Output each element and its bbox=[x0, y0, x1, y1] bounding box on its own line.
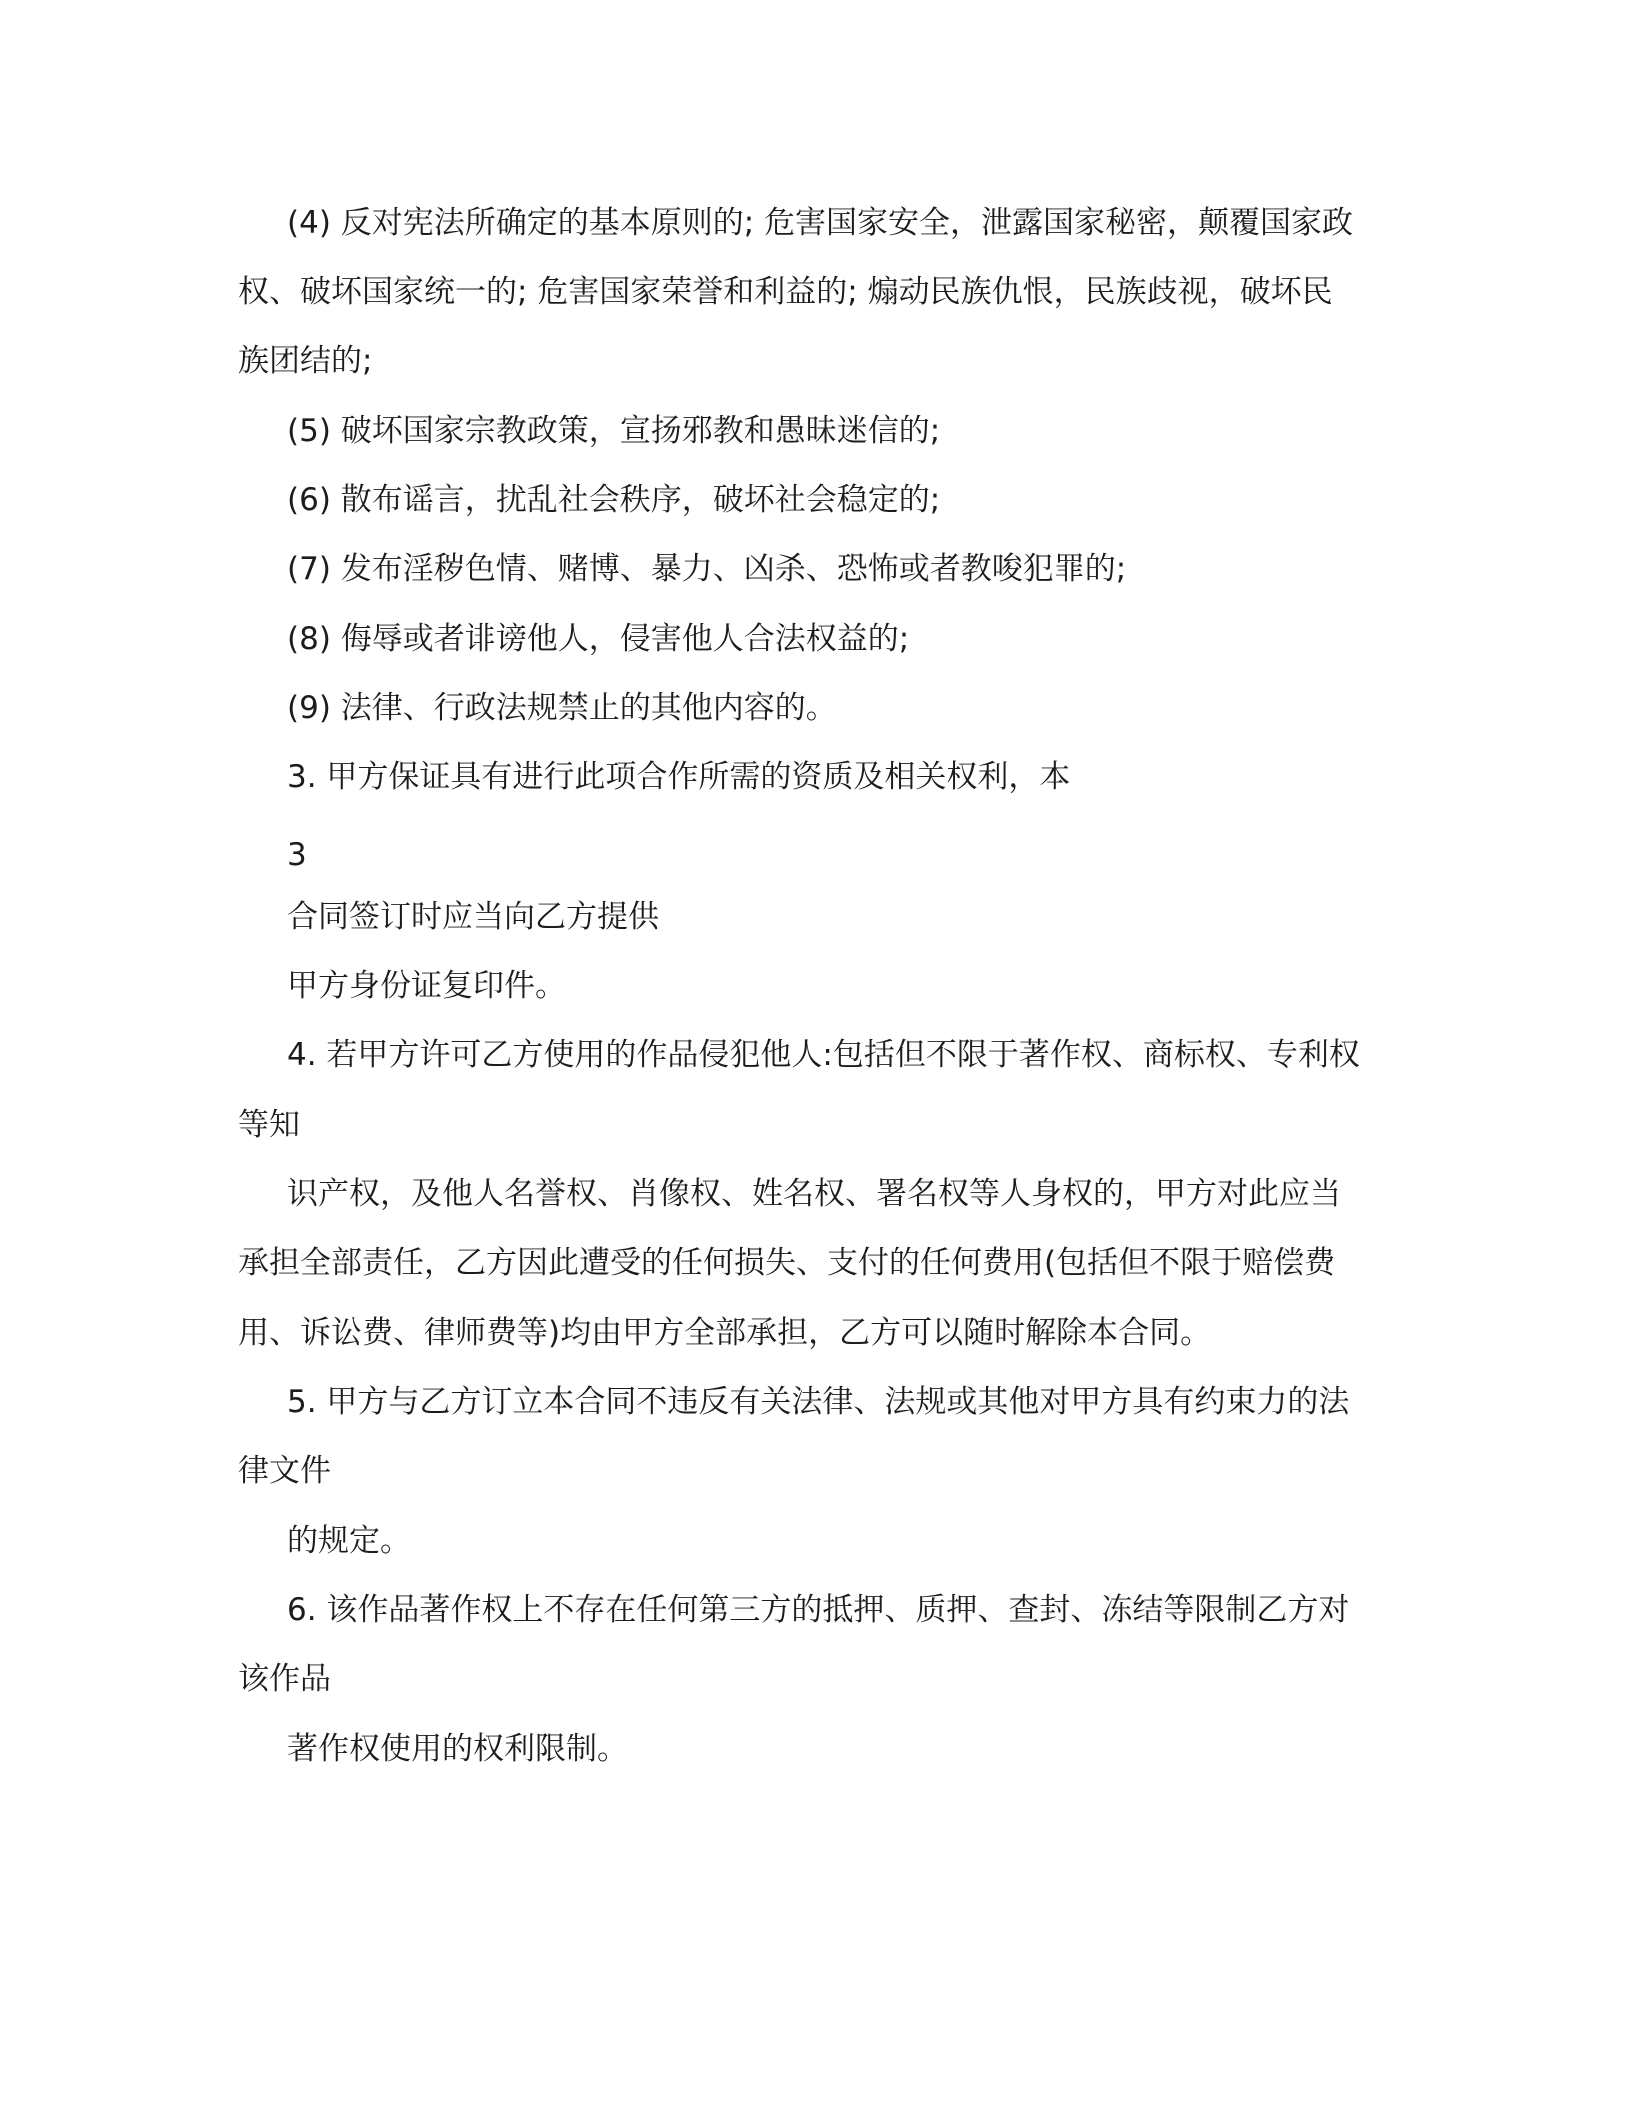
clause-4-line-3: 识产权，及他人名誉权、肖像权、姓名权、署名权等人身权的，甲方对此应当 bbox=[287, 1176, 1341, 1212]
paragraph-8: (8) 侮辱或者诽谤他人，侵害他人合法权益的; bbox=[287, 621, 910, 657]
paragraph-6: (6) 散布谣言，扰乱社会秩序，破坏社会稳定的; bbox=[287, 482, 941, 518]
clause-3-line-3: 甲方身份证复印件。 bbox=[287, 968, 566, 1004]
clause-3-line-1: 3. 甲方保证具有进行此项合作所需的资质及相关权利，本 bbox=[287, 759, 1071, 795]
clause-4-line-5: 用、诉讼费、律师费等)均由甲方全部承担，乙方可以随时解除本合同。 bbox=[238, 1315, 1212, 1351]
paragraph-4-line-1: (4) 反对宪法所确定的基本原则的; 危害国家安全，泄露国家秘密，颠覆国家政 bbox=[287, 205, 1354, 241]
paragraph-9: (9) 法律、行政法规禁止的其他内容的。 bbox=[287, 690, 837, 726]
clause-6-line-3: 著作权使用的权利限制。 bbox=[287, 1731, 628, 1767]
clause-6-line-2: 该作品 bbox=[238, 1661, 331, 1697]
clause-5-line-2: 律文件 bbox=[238, 1453, 331, 1489]
paragraph-7: (7) 发布淫秽色情、赌博、暴力、凶杀、恐怖或者教唆犯罪的; bbox=[287, 551, 1127, 587]
page-number: 3 bbox=[287, 837, 307, 873]
clause-4-line-4: 承担全部责任，乙方因此遭受的任何损失、支付的任何费用(包括但不限于赔偿费 bbox=[238, 1245, 1336, 1281]
paragraph-4-line-3: 族团结的; bbox=[238, 343, 373, 379]
clause-3-line-2: 合同签订时应当向乙方提供 bbox=[287, 899, 659, 935]
paragraph-5: (5) 破坏国家宗教政策，宣扬邪教和愚昧迷信的; bbox=[287, 413, 941, 449]
clause-4-line-1: 4. 若甲方许可乙方使用的作品侵犯他人:包括但不限于著作权、商标权、专利权 bbox=[287, 1037, 1360, 1073]
clause-6-line-1: 6. 该作品著作权上不存在任何第三方的抵押、质押、查封、冻结等限制乙方对 bbox=[287, 1592, 1350, 1628]
clause-5-line-3: 的规定。 bbox=[287, 1523, 411, 1559]
clause-4-line-2: 等知 bbox=[238, 1107, 300, 1143]
paragraph-4-line-2: 权、破坏国家统一的; 危害国家荣誉和利益的; 煽动民族仇恨，民族歧视，破坏民 bbox=[238, 274, 1333, 310]
clause-5-line-1: 5. 甲方与乙方订立本合同不违反有关法律、法规或其他对甲方具有约束力的法 bbox=[287, 1384, 1350, 1420]
